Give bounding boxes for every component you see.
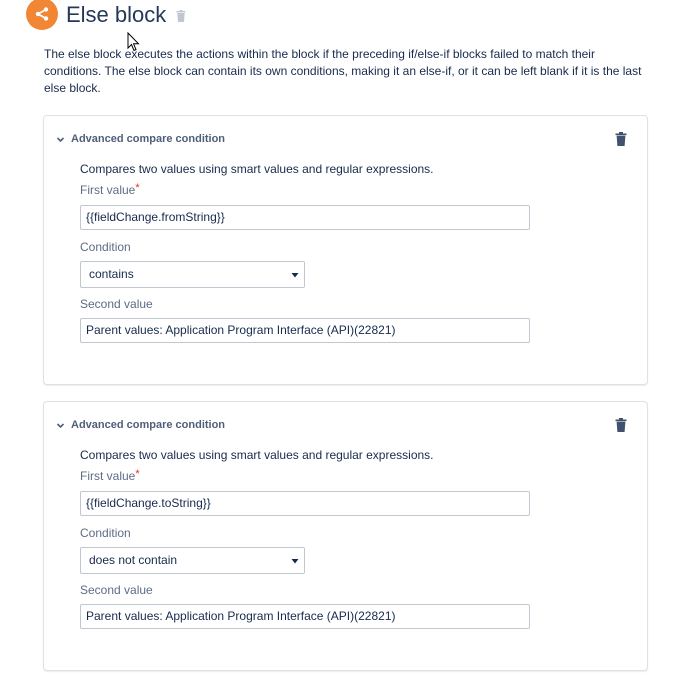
advanced-compare-condition-card (43, 401, 648, 671)
condition-select-value: does not contain (89, 553, 178, 567)
condition-label: Condition (80, 526, 131, 540)
block-title: Else block (66, 2, 167, 27)
second-value-label: Second value (80, 583, 153, 597)
delete-condition-trash-icon[interactable] (615, 418, 627, 432)
condition-card-header[interactable] (56, 133, 225, 145)
first-value-label (80, 183, 140, 197)
dropdown-arrow-icon (291, 557, 299, 565)
advanced-compare-condition-card (43, 115, 648, 385)
first-value-label-text: First value (80, 183, 136, 197)
condition-card-title[interactable]: Advanced compare condition (71, 133, 226, 145)
first-value-input[interactable]: {{fieldChange.fromString}} (80, 205, 530, 230)
first-value-label-text: First value (80, 469, 136, 483)
condition-select-value: contains (89, 267, 134, 281)
chevron-down-icon[interactable] (56, 421, 65, 430)
second-value-input[interactable]: Parent values: Application Program Interface (API)(22821) (80, 604, 530, 629)
required-asterisk: * (135, 182, 140, 194)
branch-icon (26, 0, 58, 30)
condition-label: Condition (80, 240, 131, 254)
required-asterisk: * (135, 468, 140, 480)
condition-card-title[interactable]: Advanced compare condition (71, 419, 226, 431)
condition-card-header[interactable] (56, 419, 225, 431)
condition-select[interactable] (80, 261, 305, 288)
first-value-input[interactable]: {{fieldChange.toString}} (80, 491, 530, 516)
condition-select[interactable] (80, 547, 305, 574)
second-value-input[interactable]: Parent values: Application Program Interface (API)(22821) (80, 318, 530, 343)
block-header (26, 0, 187, 30)
delete-condition-trash-icon[interactable] (615, 132, 627, 146)
else-block-description: The else block executes the actions within the block if the preceding if/else-if blocks failed to match their conditions. The else block can contain its own conditions, making it an else-if, or it can be left blank if it is the last else block. (44, 47, 642, 95)
second-value-label: Second value (80, 297, 153, 311)
dropdown-arrow-icon (291, 271, 299, 279)
first-value-label (80, 469, 140, 483)
condition-description: Compares two values using smart values and regular expressions. (80, 162, 434, 176)
condition-description: Compares two values using smart values and regular expressions. (80, 448, 434, 462)
delete-block-trash-icon[interactable] (175, 9, 187, 23)
chevron-down-icon[interactable] (56, 135, 65, 144)
